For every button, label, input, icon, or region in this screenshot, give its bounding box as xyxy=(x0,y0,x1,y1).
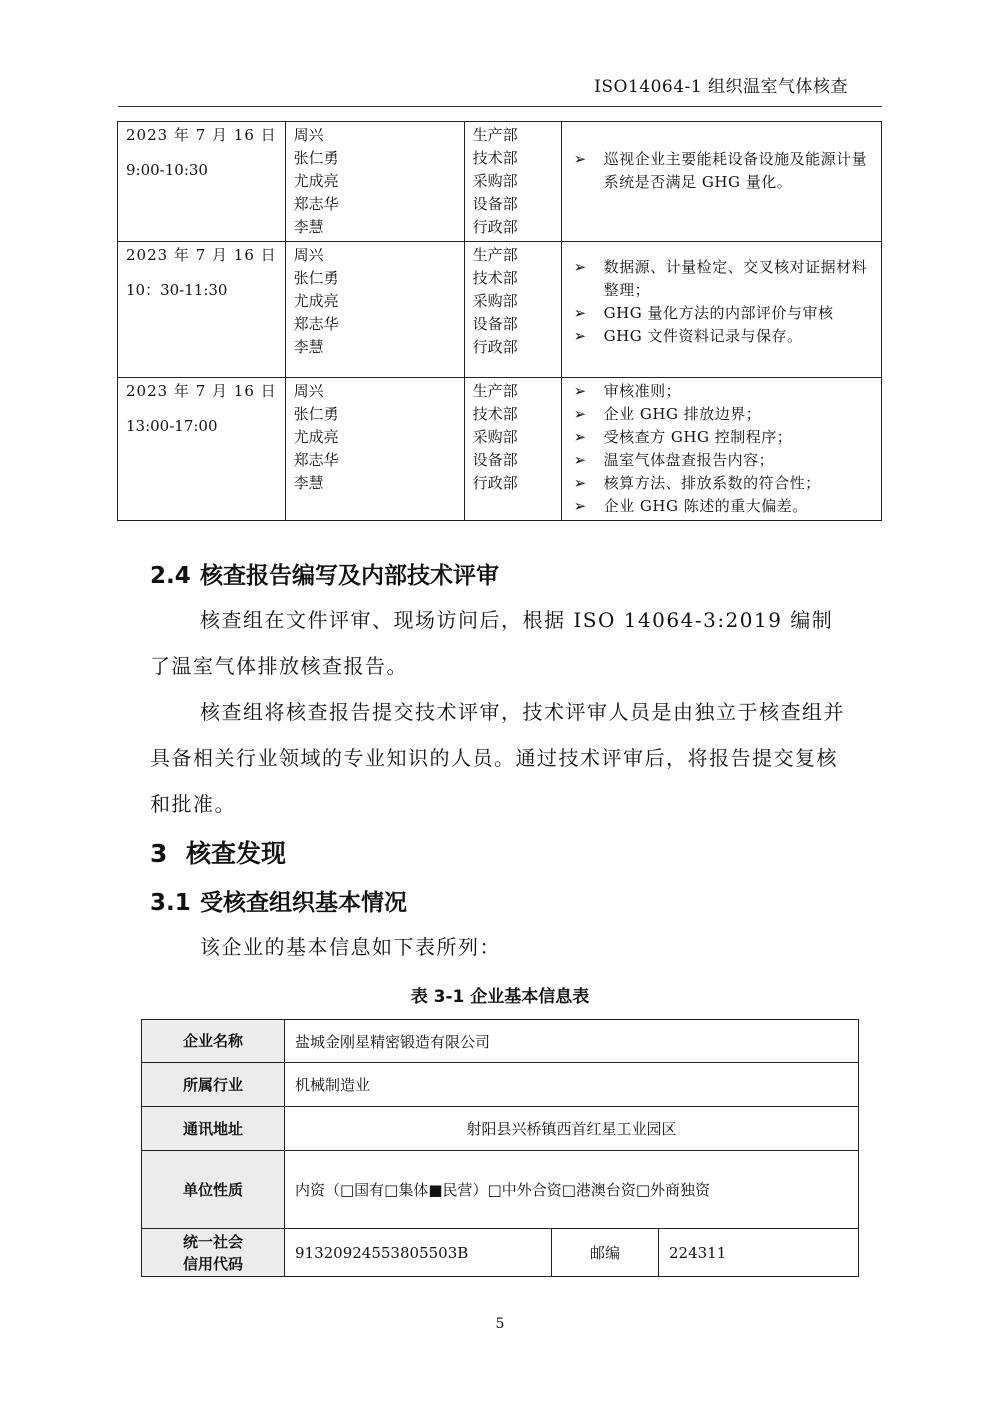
person-name: 李慧 xyxy=(293,474,324,492)
person-name: 李慧 xyxy=(293,338,324,356)
schedule-dept-cell xyxy=(464,378,561,521)
arrow-bullet-icon: ➢ xyxy=(573,405,587,423)
table-caption: 表 3-1 企业基本信息表 xyxy=(410,987,590,1007)
dept-name: 设备部 xyxy=(472,451,518,469)
page-number: 5 xyxy=(495,1316,505,1332)
table-row xyxy=(142,1107,859,1151)
postcode-value: 224311 xyxy=(659,1229,859,1277)
section-3-1-heading: 3.1 受核查组织基本情况 xyxy=(150,890,407,916)
arrow-bullet-icon: ➢ xyxy=(573,382,587,400)
bullet-item: ➢ 温室气体盘查报告内容； xyxy=(570,449,873,472)
person-name: 周兴 xyxy=(293,246,324,264)
person-name: 张仁勇 xyxy=(293,149,339,167)
section-3-1-intro: 该企业的基本信息如下表所列： xyxy=(200,935,501,959)
person-name: 尤成亮 xyxy=(293,172,339,190)
address-label: 通讯地址 xyxy=(142,1107,285,1151)
header-rule xyxy=(118,106,882,107)
person-name: 周兴 xyxy=(293,126,324,144)
dept-name: 技术部 xyxy=(472,269,518,287)
arrow-bullet-icon: ➢ xyxy=(573,451,587,469)
dept-name: 行政部 xyxy=(472,218,518,236)
schedule-people-cell xyxy=(285,378,464,521)
industry-value: 机械制造业 xyxy=(285,1063,859,1107)
schedule-date-cell xyxy=(118,122,286,242)
dept-name: 行政部 xyxy=(472,338,518,356)
schedule-dept-cell xyxy=(464,242,561,378)
nature-value: 内资（□国有□集体■民营）□中外合资□港澳台资□外商独资 xyxy=(285,1151,859,1229)
dept-name: 行政部 xyxy=(472,474,518,492)
bullet-item: ➢ GHG 文件资料记录与保存。 xyxy=(570,325,873,348)
section-2-4-paragraph-2: 核查组将核查报告提交技术评审，技术评审人员是由独立于核查组并具备相关行业领域的专业知识的人员。通过技术评审后，将报告提交复核和批准。 xyxy=(150,700,845,816)
arrow-bullet-icon: ➢ xyxy=(573,474,587,492)
schedule-date-cell xyxy=(118,242,286,378)
person-name: 周兴 xyxy=(293,382,324,400)
section-2-4-paragraph-1: 核查组在文件评审、现场访问后，根据 ISO 14064-3:2019 编制了温室气体排放核查报告。 xyxy=(150,608,834,678)
schedule-people-cell xyxy=(285,122,464,242)
schedule-content-cell xyxy=(561,378,881,521)
dept-name: 采购部 xyxy=(472,428,518,446)
table-row xyxy=(142,1151,859,1229)
dept-name: 技术部 xyxy=(472,405,518,423)
schedule-content-cell xyxy=(561,122,881,242)
schedule-time: 9:00-10:30 xyxy=(126,161,208,179)
schedule-date-cell xyxy=(118,378,286,521)
company-name-value: 盐城金刚星精密锻造有限公司 xyxy=(285,1020,859,1063)
person-name: 尤成亮 xyxy=(293,292,339,310)
bullet-item: ➢ 受核查方 GHG 控制程序； xyxy=(570,426,873,449)
address-value: 射阳县兴桥镇西首红星工业园区 xyxy=(285,1107,859,1151)
person-name: 李慧 xyxy=(293,218,324,236)
table-row xyxy=(142,1020,859,1063)
schedule-row xyxy=(118,242,882,378)
person-name: 张仁勇 xyxy=(293,269,339,287)
dept-name: 设备部 xyxy=(472,195,518,213)
page-header-title: ISO14064-1 组织温室气体核查 xyxy=(594,77,848,97)
person-name: 郑志华 xyxy=(293,195,339,213)
section-2-4-heading: 2.4 核查报告编写及内部技术评审 xyxy=(150,563,499,589)
schedule-time: 10：30-11:30 xyxy=(126,281,228,299)
dept-name: 采购部 xyxy=(472,292,518,310)
bullet-item: ➢ 巡视企业主要能耗设备设施及能源计量系统是否满足 GHG 量化。 xyxy=(570,148,873,194)
credit-code-label: 统一社会 信用代码 xyxy=(142,1229,285,1277)
dept-name: 技术部 xyxy=(472,149,518,167)
bullet-item: ➢ 企业 GHG 陈述的重大偏差。 xyxy=(570,495,873,518)
section-3-heading: 3 核查发现 xyxy=(150,839,287,868)
schedule-table xyxy=(117,121,882,521)
bullet-item: ➢ GHG 量化方法的内部评价与审核 xyxy=(570,302,873,325)
schedule-row xyxy=(118,378,882,521)
schedule-date: 2023 年 7 月 16 日 xyxy=(126,126,277,144)
dept-name: 生产部 xyxy=(472,246,518,264)
dept-name: 采购部 xyxy=(472,172,518,190)
arrow-bullet-icon: ➢ xyxy=(573,327,587,345)
person-name: 张仁勇 xyxy=(293,405,339,423)
schedule-date: 2023 年 7 月 16 日 xyxy=(126,246,277,264)
arrow-bullet-icon: ➢ xyxy=(573,150,587,168)
schedule-people-cell xyxy=(285,242,464,378)
company-info-table xyxy=(141,1019,859,1277)
table-row xyxy=(142,1063,859,1107)
schedule-dept-cell xyxy=(464,122,561,242)
arrow-bullet-icon: ➢ xyxy=(573,304,587,322)
arrow-bullet-icon: ➢ xyxy=(573,428,587,446)
company-name-label: 企业名称 xyxy=(142,1020,285,1063)
table-row xyxy=(142,1229,859,1277)
dept-name: 生产部 xyxy=(472,382,518,400)
bullet-item: ➢ 审核准则； xyxy=(570,380,873,403)
arrow-bullet-icon: ➢ xyxy=(573,497,587,515)
bullet-item: ➢ 企业 GHG 排放边界； xyxy=(570,403,873,426)
dept-name: 生产部 xyxy=(472,126,518,144)
bullet-item: ➢ 数据源、计量检定、交叉核对证据材料整理； xyxy=(570,256,873,302)
credit-code-value: 91320924553805503B xyxy=(285,1229,552,1277)
schedule-time: 13:00-17:00 xyxy=(126,417,218,435)
schedule-content-cell xyxy=(561,242,881,378)
postcode-label: 邮编 xyxy=(552,1229,659,1277)
person-name: 尤成亮 xyxy=(293,428,339,446)
dept-name: 设备部 xyxy=(472,315,518,333)
nature-label: 单位性质 xyxy=(142,1151,285,1229)
person-name: 郑志华 xyxy=(293,315,339,333)
person-name: 郑志华 xyxy=(293,451,339,469)
industry-label: 所属行业 xyxy=(142,1063,285,1107)
arrow-bullet-icon: ➢ xyxy=(573,258,587,276)
schedule-date: 2023 年 7 月 16 日 xyxy=(126,382,277,400)
schedule-row xyxy=(118,122,882,242)
bullet-item: ➢ 核算方法、排放系数的符合性； xyxy=(570,472,873,495)
